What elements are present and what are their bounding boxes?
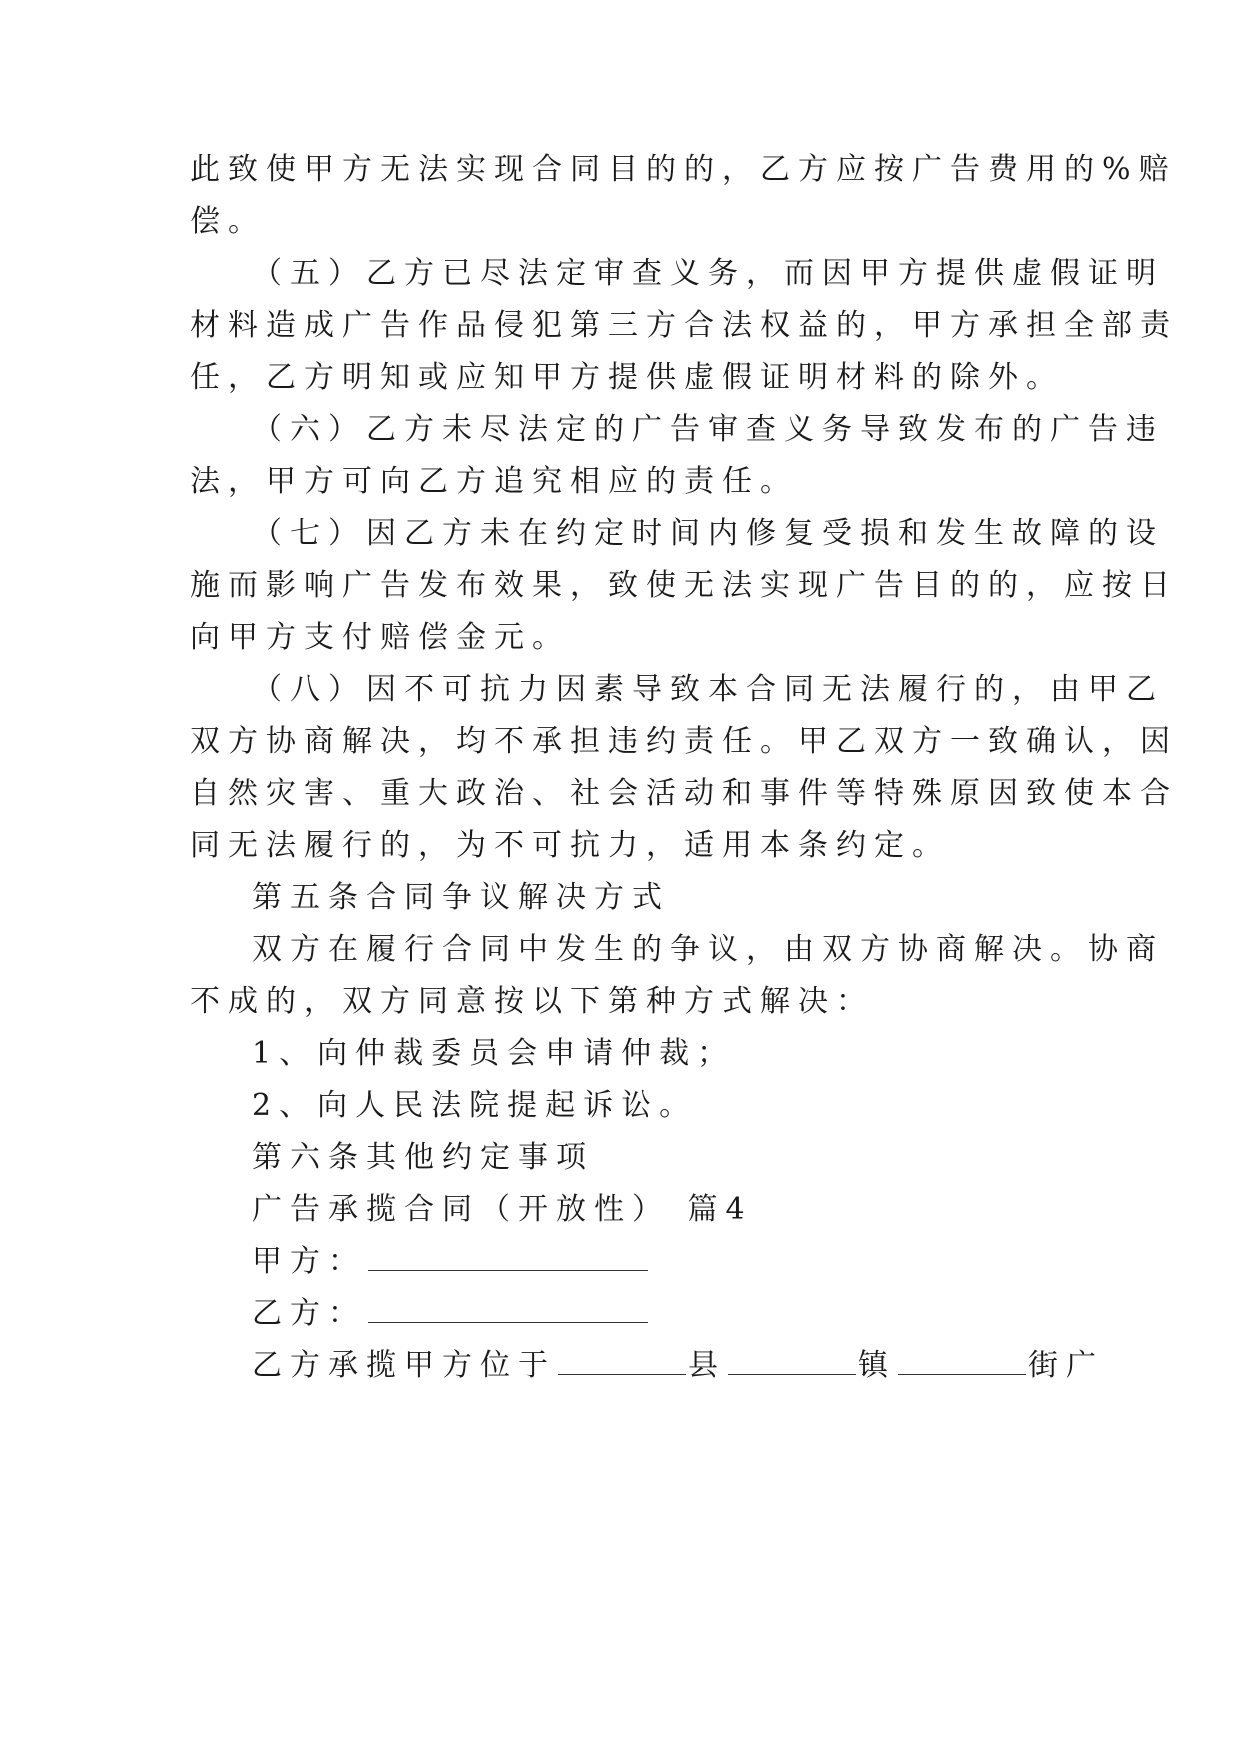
town-label: 镇 — [858, 1348, 896, 1383]
paragraph-line: 材料造成广告作品侵犯第三方合法权益的，甲方承担全部责 — [190, 308, 1178, 343]
paragraph-line: （七）因乙方未在约定时间内修复受损和发生故障的设 — [252, 516, 1164, 551]
paragraph-line: 法，甲方可向乙方追究相应的责任。 — [190, 464, 798, 499]
paragraph-line: 此致使甲方无法实现合同目的的，乙方应按广告费用的%赔 — [190, 152, 1177, 187]
list-item: 2、向人民法院提起诉讼。 — [252, 1088, 698, 1123]
section-heading: 第五条合同争议解决方式 — [252, 880, 670, 915]
location-line — [252, 1346, 1102, 1386]
paragraph-line: （六）乙方未尽法定的广告审查义务导致发布的广告违 — [252, 412, 1164, 447]
party-b-label: 乙方： — [252, 1296, 366, 1331]
paragraph-line: （五）乙方已尽法定审查义务，而因甲方提供虚假证明 — [252, 256, 1164, 291]
party-a-line — [252, 1242, 1102, 1282]
contract-title: 广告承揽合同（开放性） 篇4 — [252, 1192, 753, 1227]
paragraph-line: 向甲方支付赔偿金元。 — [190, 620, 570, 655]
paragraph-line: 任，乙方明知或应知甲方提供虚假证明材料的除外。 — [190, 360, 1064, 395]
paragraph-line: 施而影响广告发布效果，致使无法实现广告目的的，应按日 — [190, 568, 1178, 603]
paragraph-line: 自然灾害、重大政治、社会活动和事件等特殊原因致使本合 — [190, 776, 1178, 811]
paragraph-line: 同无法履行的，为不可抗力，适用本条约定。 — [190, 828, 950, 863]
party-a-label: 甲方： — [252, 1244, 366, 1279]
list-item: 1、向仲裁委员会申请仲裁； — [252, 1036, 736, 1071]
location-text: 乙方承揽甲方位于 — [252, 1348, 556, 1383]
street-label: 街广 — [1028, 1348, 1104, 1383]
county-label: 县 — [688, 1348, 726, 1383]
county-blank — [558, 1348, 686, 1375]
paragraph-line: （八）因不可抗力因素导致本合同无法履行的，由甲乙 — [252, 672, 1164, 707]
paragraph-line: 不成的，双方同意按以下第种方式解决： — [190, 984, 874, 1019]
town-blank — [728, 1348, 856, 1375]
paragraph-line: 偿。 — [190, 204, 266, 239]
party-b-blank — [368, 1296, 648, 1323]
party-b-line — [252, 1294, 1102, 1334]
party-a-blank — [368, 1244, 648, 1271]
section-heading: 第六条其他约定事项 — [252, 1140, 594, 1175]
paragraph-line: 双方协商解决，均不承担违约责任。甲乙双方一致确认，因 — [190, 724, 1178, 759]
street-blank — [898, 1348, 1026, 1375]
paragraph-line: 双方在履行合同中发生的争议，由双方协商解决。协商 — [252, 932, 1164, 967]
